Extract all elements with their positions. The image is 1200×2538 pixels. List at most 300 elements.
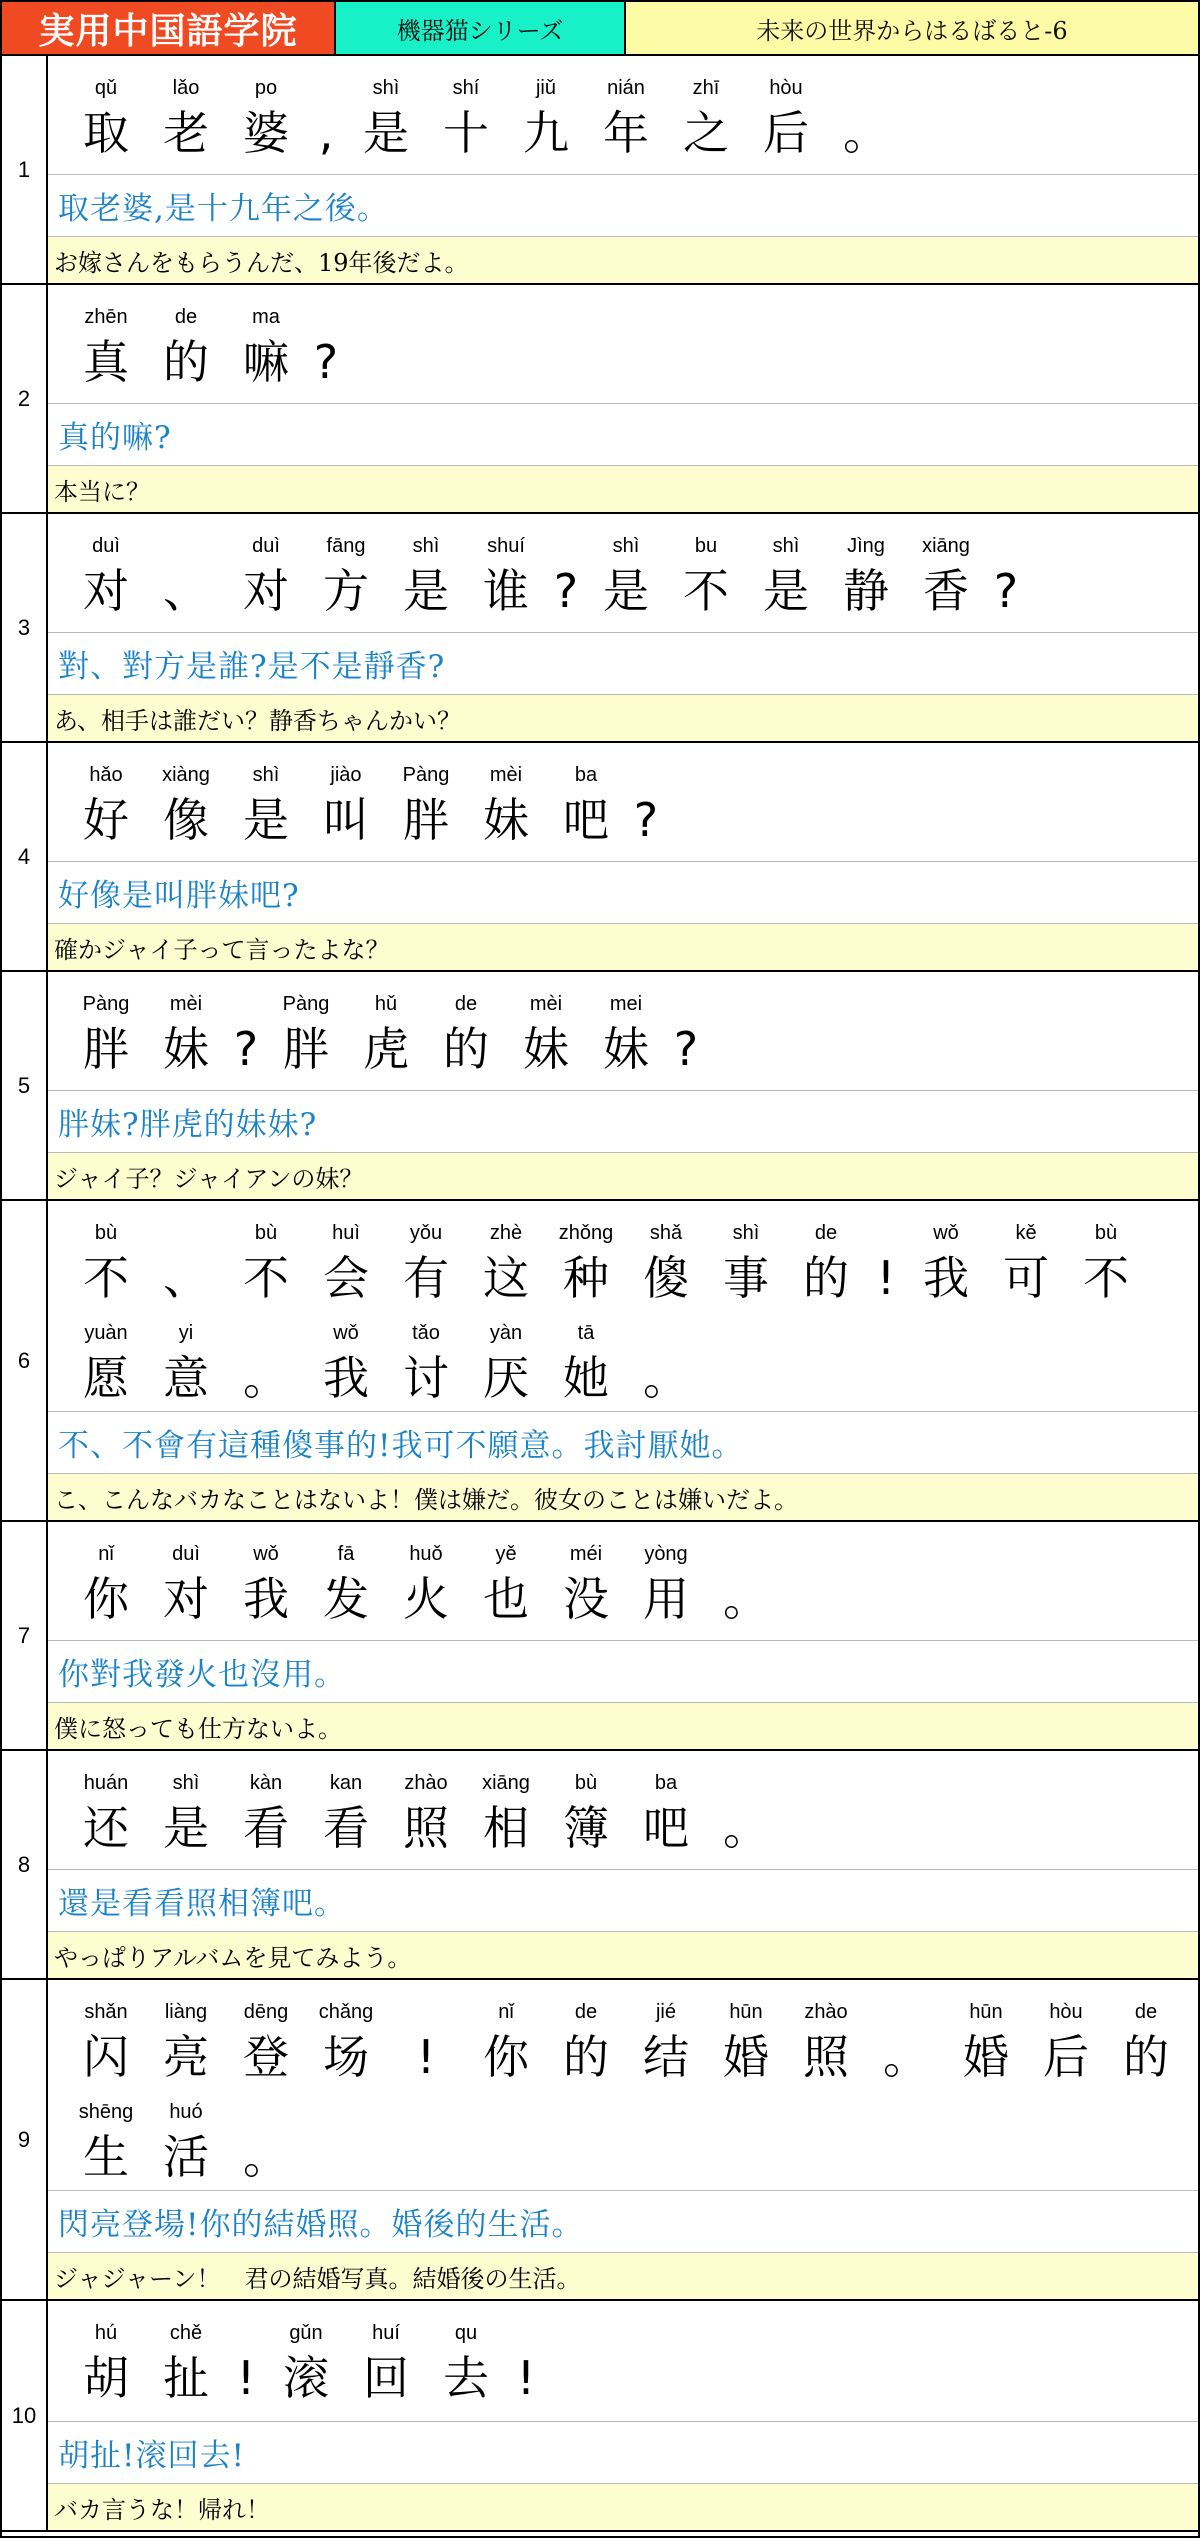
pinyin: lǎo — [172, 77, 200, 99]
hanzi: ! — [876, 1251, 896, 1305]
pinyin: hǔ — [374, 993, 398, 1015]
hanzi: 你 — [483, 2030, 529, 2084]
japanese-translation: やっぱりアルバムを見てみよう。 — [48, 1932, 1198, 1978]
hanzi: 亮 — [163, 2030, 209, 2084]
hanzi-line — [66, 293, 1198, 393]
pinyin: bu — [694, 535, 718, 557]
hanzi: 后 — [763, 106, 809, 160]
char-token — [986, 532, 1026, 622]
char-token — [546, 532, 586, 622]
traditional-text: 胖妹?胖虎的妹妹? — [48, 1091, 1198, 1153]
pinyin: bù — [574, 1772, 598, 1794]
school-title: 実用中国語学院 — [2, 2, 336, 54]
hanzi: 你 — [83, 1572, 129, 1626]
pinyin: huán — [83, 1772, 129, 1794]
char-token — [226, 1319, 306, 1409]
sentence-row — [2, 1522, 1198, 1751]
hanzi: 对 — [83, 564, 129, 618]
row-content — [48, 972, 1198, 1199]
char-token — [786, 1219, 866, 1309]
pinyin: ma — [252, 306, 280, 328]
hanzi: 用 — [643, 1572, 689, 1626]
sentence-list — [2, 56, 1198, 2532]
hanzi: 的 — [1123, 2030, 1169, 2084]
hanzi: 相 — [483, 1801, 529, 1855]
hanzi: 。 — [643, 1351, 689, 1405]
hanzi: 种 — [563, 1251, 609, 1305]
hanzi-line — [66, 751, 1198, 851]
sentence-row — [2, 972, 1198, 1201]
char-token — [346, 990, 426, 1080]
char-token — [146, 990, 226, 1080]
char-token — [146, 1540, 226, 1630]
hanzi-line — [66, 1209, 1198, 1309]
traditional-text: 你對我發火也沒用。 — [48, 1641, 1198, 1703]
char-token — [306, 303, 346, 393]
char-token — [226, 1769, 306, 1859]
hanzi: 好 — [83, 793, 129, 847]
pinyin: yǒu — [409, 1222, 443, 1244]
hanzi: 方 — [323, 564, 369, 618]
hanzi: 结 — [643, 2030, 689, 2084]
row-content — [48, 1522, 1198, 1749]
hanzi: ! — [516, 2351, 536, 2405]
sentence-row — [2, 2301, 1198, 2532]
hanzi: ? — [673, 1022, 699, 1076]
hanzi: 回 — [363, 2351, 409, 2405]
traditional-text: 真的嘛? — [48, 404, 1198, 466]
char-token — [66, 1540, 146, 1630]
pinyin: xiàng — [162, 764, 210, 786]
pinyin: hòu — [1049, 2001, 1083, 2023]
char-token — [866, 1219, 906, 1309]
hanzi: 的 — [803, 1251, 849, 1305]
hanzi: 谁 — [483, 564, 529, 618]
sentence-row — [2, 743, 1198, 972]
hanzi: 十 — [443, 106, 489, 160]
char-token — [386, 1219, 466, 1309]
pinyin: yuàn — [84, 1322, 128, 1344]
pinyin: shǎn — [84, 2001, 128, 2023]
pinyin: jiào — [330, 764, 362, 786]
hanzi: 也 — [483, 1572, 529, 1626]
char-token — [306, 761, 386, 851]
char-token — [386, 1540, 466, 1630]
char-token — [626, 1319, 706, 1409]
hanzi: 对 — [243, 564, 289, 618]
char-token — [786, 1998, 866, 2088]
pinyin: duì — [172, 1543, 200, 1565]
header-bar — [2, 2, 1198, 56]
hanzi: ? — [993, 564, 1019, 618]
char-token — [546, 1540, 626, 1630]
char-token — [706, 1769, 786, 1859]
char-token — [306, 1540, 386, 1630]
sentence-row — [2, 1980, 1198, 2301]
char-token — [146, 532, 226, 622]
char-token — [66, 990, 146, 1080]
pinyin-hanzi-block — [48, 743, 1198, 862]
hanzi: ! — [236, 2351, 256, 2405]
char-token — [466, 532, 546, 622]
pinyin: shì — [372, 77, 400, 99]
pinyin: yi — [178, 1322, 194, 1344]
pinyin: yòng — [644, 1543, 688, 1565]
hanzi: 我 — [243, 1572, 289, 1626]
hanzi: 意 — [163, 1351, 209, 1405]
hanzi: 妹 — [523, 1022, 569, 1076]
hanzi: 、 — [163, 564, 209, 618]
hanzi: 事 — [723, 1251, 769, 1305]
hanzi: 闪 — [83, 2030, 129, 2084]
row-number: 9 — [2, 1980, 48, 2299]
pinyin: qǔ — [94, 77, 118, 99]
pinyin: jiǔ — [535, 77, 556, 99]
hanzi: 静 — [843, 564, 889, 618]
char-token — [226, 303, 306, 393]
char-token — [226, 532, 306, 622]
pinyin: nǐ — [498, 2001, 514, 2023]
char-token — [626, 1219, 706, 1309]
pinyin: huó — [169, 2101, 203, 2123]
pinyin: yě — [495, 1543, 517, 1565]
char-token — [426, 2319, 506, 2409]
hanzi: 的 — [163, 335, 209, 389]
char-token — [66, 2098, 146, 2188]
japanese-translation: お嫁さんをもらうんだ、19年後だよ。 — [48, 237, 1198, 283]
pinyin: mèi — [489, 764, 523, 786]
char-token — [466, 1540, 546, 1630]
hanzi: 活 — [163, 2130, 209, 2184]
traditional-text: 還是看看照相簿吧。 — [48, 1870, 1198, 1932]
hanzi: 照 — [403, 1801, 449, 1855]
char-token — [66, 1319, 146, 1409]
char-token — [906, 532, 986, 622]
hanzi: 后 — [1043, 2030, 1089, 2084]
hanzi: 照 — [803, 2030, 849, 2084]
pinyin-hanzi-block — [48, 514, 1198, 633]
pinyin: yàn — [489, 1322, 523, 1344]
char-token — [66, 1219, 146, 1309]
char-token — [386, 1769, 466, 1859]
pinyin: shì — [412, 535, 440, 557]
hanzi: 是 — [603, 564, 649, 618]
char-token — [306, 532, 386, 622]
pinyin: wǒ — [253, 1543, 279, 1565]
hanzi: 看 — [243, 1801, 289, 1855]
char-token — [146, 761, 226, 851]
japanese-translation: 確かジャイ子って言ったよな？ — [48, 924, 1198, 970]
pinyin: nián — [607, 77, 645, 99]
hanzi: 婚 — [723, 2030, 769, 2084]
char-token — [146, 2098, 226, 2188]
pinyin: chě — [169, 2322, 203, 2344]
char-token — [506, 74, 586, 164]
char-token — [586, 74, 666, 164]
traditional-text: 對、對方是誰?是不是靜香? — [48, 633, 1198, 695]
char-token — [226, 74, 306, 164]
pinyin: xiāng — [922, 535, 970, 557]
char-token — [1026, 1998, 1106, 2088]
hanzi: 看 — [323, 1801, 369, 1855]
traditional-text: 胡扯!滚回去! — [48, 2422, 1198, 2484]
hanzi-line — [66, 1988, 1198, 2088]
char-token — [306, 74, 346, 164]
hanzi: 虎 — [363, 1022, 409, 1076]
row-number: 6 — [2, 1201, 48, 1520]
char-token — [906, 1219, 986, 1309]
pinyin: de — [174, 306, 198, 328]
char-token — [666, 990, 706, 1080]
hanzi: 是 — [763, 564, 809, 618]
pinyin-hanzi-block — [48, 972, 1198, 1091]
char-token — [986, 1219, 1066, 1309]
char-token — [946, 1998, 1026, 2088]
japanese-translation: バカ言うな！帰れ！ — [48, 2484, 1198, 2530]
pinyin: shǎ — [649, 1222, 683, 1244]
pinyin: liàng — [164, 2001, 208, 2023]
hanzi: 对 — [163, 1572, 209, 1626]
char-token — [826, 532, 906, 622]
hanzi: 。 — [723, 1572, 769, 1626]
hanzi-line — [66, 2309, 1198, 2409]
hanzi: ! — [416, 2030, 436, 2084]
pinyin: hú — [94, 2322, 118, 2344]
char-token — [706, 1219, 786, 1309]
hanzi: 是 — [243, 793, 289, 847]
char-token — [146, 1319, 226, 1409]
char-token — [226, 761, 306, 851]
hanzi: 叫 — [323, 793, 369, 847]
char-token — [506, 2319, 546, 2409]
pinyin: bù — [1094, 1222, 1118, 1244]
hanzi: 胖 — [283, 1022, 329, 1076]
char-token — [466, 1319, 546, 1409]
traditional-text: 不、不會有這種傻事的!我可不願意。我討厭她。 — [48, 1412, 1198, 1474]
hanzi: 傻 — [643, 1251, 689, 1305]
hanzi-line — [66, 522, 1198, 622]
hanzi: 妹 — [163, 1022, 209, 1076]
char-token — [626, 761, 666, 851]
japanese-translation: ジャジャーン！ 君の結婚写真。結婚後の生活。 — [48, 2253, 1198, 2299]
char-token — [346, 74, 426, 164]
japanese-translation: 本当に？ — [48, 466, 1198, 512]
traditional-text: 好像是叫胖妹吧? — [48, 862, 1198, 924]
hanzi: 是 — [163, 1801, 209, 1855]
pinyin: Pàng — [82, 993, 130, 1015]
hanzi: 。 — [843, 106, 889, 160]
char-token — [586, 532, 666, 622]
char-token — [146, 74, 226, 164]
pinyin: hǎo — [89, 764, 123, 786]
pinyin: mei — [609, 993, 643, 1015]
pinyin: shēng — [78, 2101, 134, 2123]
char-token — [226, 990, 266, 1080]
row-content — [48, 1201, 1198, 1520]
pinyin: tǎo — [412, 1322, 440, 1344]
char-token — [66, 532, 146, 622]
hanzi: 不 — [243, 1251, 289, 1305]
char-token — [706, 1998, 786, 2088]
char-token — [66, 2319, 146, 2409]
pinyin: zhào — [404, 1772, 448, 1794]
hanzi: 吧 — [643, 1801, 689, 1855]
sentence-row — [2, 56, 1198, 285]
char-token — [226, 2319, 266, 2409]
pinyin-hanzi-block — [48, 1201, 1198, 1412]
pinyin: shuí — [487, 535, 525, 557]
hanzi: 讨 — [403, 1351, 449, 1405]
pinyin: bù — [254, 1222, 278, 1244]
hanzi: 登 — [243, 2030, 289, 2084]
hanzi-line — [66, 1530, 1198, 1630]
char-token — [66, 1769, 146, 1859]
pinyin: qu — [454, 2322, 478, 2344]
hanzi-line — [66, 64, 1198, 164]
pinyin-hanzi-block — [48, 1522, 1198, 1641]
hanzi: 是 — [403, 564, 449, 618]
pinyin: kan — [329, 1772, 363, 1794]
char-token — [226, 2098, 306, 2188]
char-token — [266, 990, 346, 1080]
hanzi: 之 — [683, 106, 729, 160]
hanzi: 我 — [923, 1251, 969, 1305]
pinyin: dēng — [243, 2001, 289, 2023]
pinyin: shí — [452, 77, 480, 99]
japanese-translation: こ、こんなバカなことはないよ！僕は嫌だ。彼女のことは嫌いだよ。 — [48, 1474, 1198, 1520]
char-token — [66, 761, 146, 851]
pinyin: kàn — [249, 1772, 283, 1794]
char-token — [346, 2319, 426, 2409]
char-token — [306, 1769, 386, 1859]
episode-title: 未来の世界からはるばると-6 — [626, 2, 1198, 54]
pinyin-hanzi-block — [48, 2301, 1198, 2422]
hanzi: 婆 — [243, 106, 289, 160]
char-token — [626, 1769, 706, 1859]
char-token — [546, 1319, 626, 1409]
pinyin: kě — [1015, 1222, 1037, 1244]
row-content — [48, 1980, 1198, 2299]
pinyin: zhǒng — [558, 1222, 614, 1244]
japanese-translation: あ、相手は誰だい？静香ちゃんかい？ — [48, 695, 1198, 741]
hanzi: ? — [633, 793, 659, 847]
hanzi-line — [66, 2088, 1198, 2188]
row-number: 1 — [2, 56, 48, 283]
hanzi: 九 — [523, 106, 569, 160]
row-number: 7 — [2, 1522, 48, 1749]
hanzi: 妹 — [483, 793, 529, 847]
pinyin: shì — [252, 764, 280, 786]
hanzi: 扯 — [163, 2351, 209, 2405]
char-token — [146, 1998, 226, 2088]
char-token — [666, 532, 746, 622]
hanzi: 去 — [443, 2351, 489, 2405]
pinyin: huì — [332, 1222, 360, 1244]
hanzi: 像 — [163, 793, 209, 847]
char-token — [1106, 1998, 1186, 2088]
char-token — [386, 1998, 466, 2088]
hanzi: 胡 — [83, 2351, 129, 2405]
row-content — [48, 2301, 1198, 2530]
hanzi: 还 — [83, 1801, 129, 1855]
pinyin: huǒ — [409, 1543, 443, 1565]
hanzi: 胖 — [83, 1022, 129, 1076]
hanzi: 真 — [83, 335, 129, 389]
char-token — [386, 761, 466, 851]
char-token — [546, 761, 626, 851]
hanzi: 火 — [403, 1572, 449, 1626]
traditional-text: 閃亮登場!你的結婚照。婚後的生活。 — [48, 2191, 1198, 2253]
hanzi: 的 — [443, 1022, 489, 1076]
char-token — [666, 74, 746, 164]
pinyin: de — [574, 2001, 598, 2023]
hanzi: 。 — [243, 1351, 289, 1405]
char-token — [1066, 1219, 1146, 1309]
japanese-translation: 僕に怒っても仕方ないよ。 — [48, 1703, 1198, 1749]
pinyin: gǔn — [289, 2322, 323, 2344]
hanzi: 吧 — [563, 793, 609, 847]
row-content — [48, 285, 1198, 512]
char-token — [386, 1319, 466, 1409]
sentence-row — [2, 1751, 1198, 1980]
hanzi: 、 — [163, 1251, 209, 1305]
hanzi: 。 — [723, 1801, 769, 1855]
hanzi: 愿 — [83, 1351, 129, 1405]
hanzi: , — [318, 106, 334, 160]
hanzi: 是 — [363, 106, 409, 160]
hanzi: 会 — [323, 1251, 369, 1305]
char-token — [586, 990, 666, 1080]
row-number: 3 — [2, 514, 48, 741]
row-content — [48, 743, 1198, 970]
char-token — [426, 74, 506, 164]
hanzi: 婚 — [963, 2030, 1009, 2084]
pinyin: méi — [569, 1543, 603, 1565]
pinyin: shì — [732, 1222, 760, 1244]
pinyin: hūn — [729, 2001, 763, 2023]
pinyin: hòu — [769, 77, 803, 99]
sentence-row — [2, 514, 1198, 743]
pinyin: fā — [337, 1543, 355, 1565]
row-content — [48, 514, 1198, 741]
hanzi: 可 — [1003, 1251, 1049, 1305]
char-token — [746, 532, 826, 622]
pinyin: ba — [654, 1772, 678, 1794]
char-token — [266, 2319, 346, 2409]
hanzi: 发 — [323, 1572, 369, 1626]
char-token — [306, 1998, 386, 2088]
pinyin: ba — [574, 764, 598, 786]
pinyin: zhī — [692, 77, 720, 99]
hanzi: 的 — [563, 2030, 609, 2084]
pinyin-hanzi-block — [48, 1980, 1198, 2191]
hanzi: 。 — [243, 2130, 289, 2184]
pinyin-hanzi-block — [48, 1751, 1198, 1870]
pinyin: Jìng — [847, 535, 885, 557]
hanzi: 。 — [883, 2030, 929, 2084]
char-token — [466, 761, 546, 851]
char-token — [146, 303, 226, 393]
hanzi-line — [66, 980, 1198, 1080]
char-token — [866, 1998, 946, 2088]
pinyin: tā — [577, 1322, 595, 1344]
pinyin: fāng — [326, 535, 366, 557]
hanzi: ? — [313, 335, 339, 389]
char-token — [226, 1540, 306, 1630]
hanzi: 嘛 — [243, 335, 289, 389]
char-token — [146, 1219, 226, 1309]
char-token — [386, 532, 466, 622]
